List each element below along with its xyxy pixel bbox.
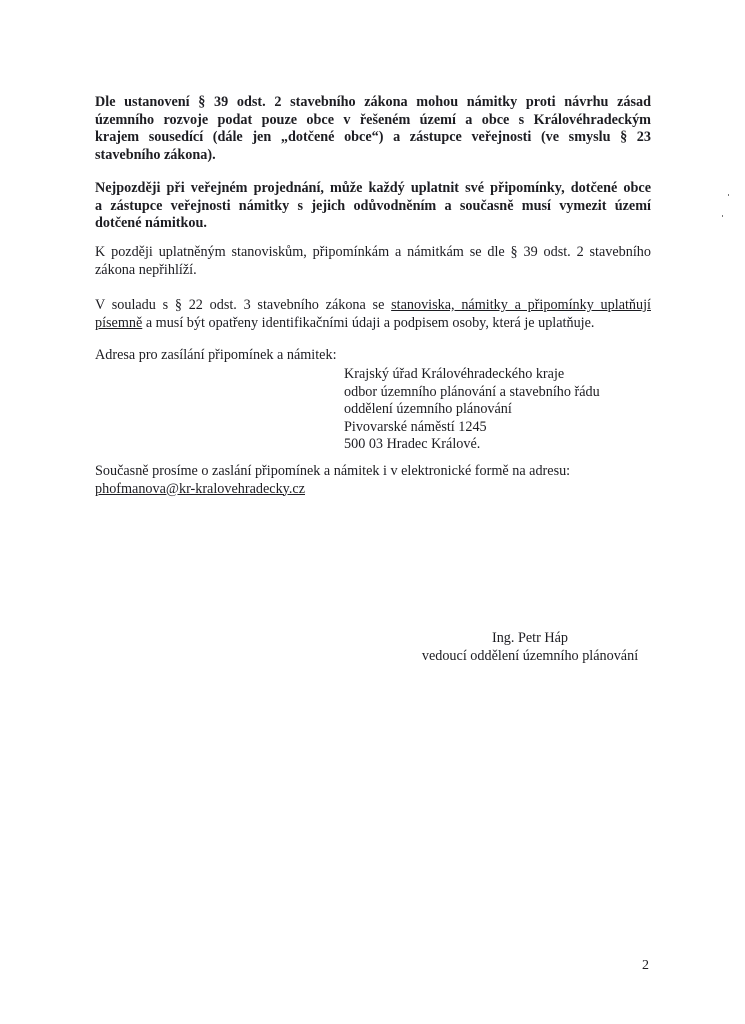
- text-line: [95, 315, 651, 333]
- signatory-title: vedoucí oddělení územního plánování: [421, 647, 639, 664]
- underlined-text: stanoviska, námitky a připomínky uplatňují: [391, 297, 651, 313]
- signatory-name: Ing. Petr Háp: [491, 630, 569, 646]
- address-line: Pivovarské náměstí 1245: [344, 418, 487, 435]
- page-number: 2: [642, 958, 649, 973]
- text-line: územního rozvoje podat pouze obce v řešeném území a obce s Královéhradeckým: [95, 111, 651, 128]
- text-line: Dle ustanovení § 39 odst. 2 stavebního zákona mohou námitky proti návrhu zásad: [95, 94, 651, 110]
- text-line: zákona nepřihlíží.: [95, 261, 197, 278]
- plain-text: a musí být opatřeny identifikačními údaji a podpisem osoby, která je uplatňuje.: [145, 314, 595, 331]
- text-line: a zástupce veřejnosti námitky s jejich odůvodněním a současně musí vymezit území: [95, 197, 651, 214]
- text-line: stavebního zákona).: [95, 146, 216, 163]
- address-line: odbor územního plánování a stavebního řádu: [344, 383, 600, 400]
- paragraph-late-submissions: [95, 244, 651, 279]
- address-line: oddělení územního plánování: [344, 401, 512, 418]
- address-line: 500 03 Hradec Králové.: [344, 436, 481, 453]
- paragraph-deadline: [95, 180, 651, 233]
- paragraph-written-form: [95, 297, 651, 332]
- paragraph-objections-rules: [95, 94, 651, 164]
- scan-speck: [722, 215, 723, 217]
- text-line: krajem sousedící (dále jen „dotčené obce“) a zástupce veřejnosti (ve smyslu § 23: [95, 129, 651, 146]
- electronic-contact: [95, 463, 655, 498]
- signature-block: [400, 630, 660, 665]
- text-line: Nejpozději při veřejném projednání, může každý uplatnit své připomínky, dotčené obce: [95, 180, 651, 196]
- scan-speck: [728, 194, 729, 196]
- address-line: Krajský úřad Královéhradeckého kraje: [344, 366, 565, 382]
- address-label: Adresa pro zasílání připomínek a námitek:: [95, 347, 337, 363]
- text-line: [95, 297, 651, 315]
- email-link[interactable]: phofmanova@kr-kralovehradecky.cz: [95, 480, 305, 497]
- text-line: K později uplatněným stanoviskům, připomínkám a námitkám se dle § 39 odst. 2 stavebního: [95, 244, 651, 260]
- mailing-address: [344, 366, 600, 454]
- text-line: dotčené námitkou.: [95, 215, 207, 232]
- plain-text: V souladu s § 22 odst. 3 stavebního zákona se: [95, 297, 385, 313]
- contact-text: Současně prosíme o zaslání připomínek a námitek i v elektronické formě na adresu:: [95, 463, 571, 479]
- underlined-text: písemně: [95, 314, 143, 331]
